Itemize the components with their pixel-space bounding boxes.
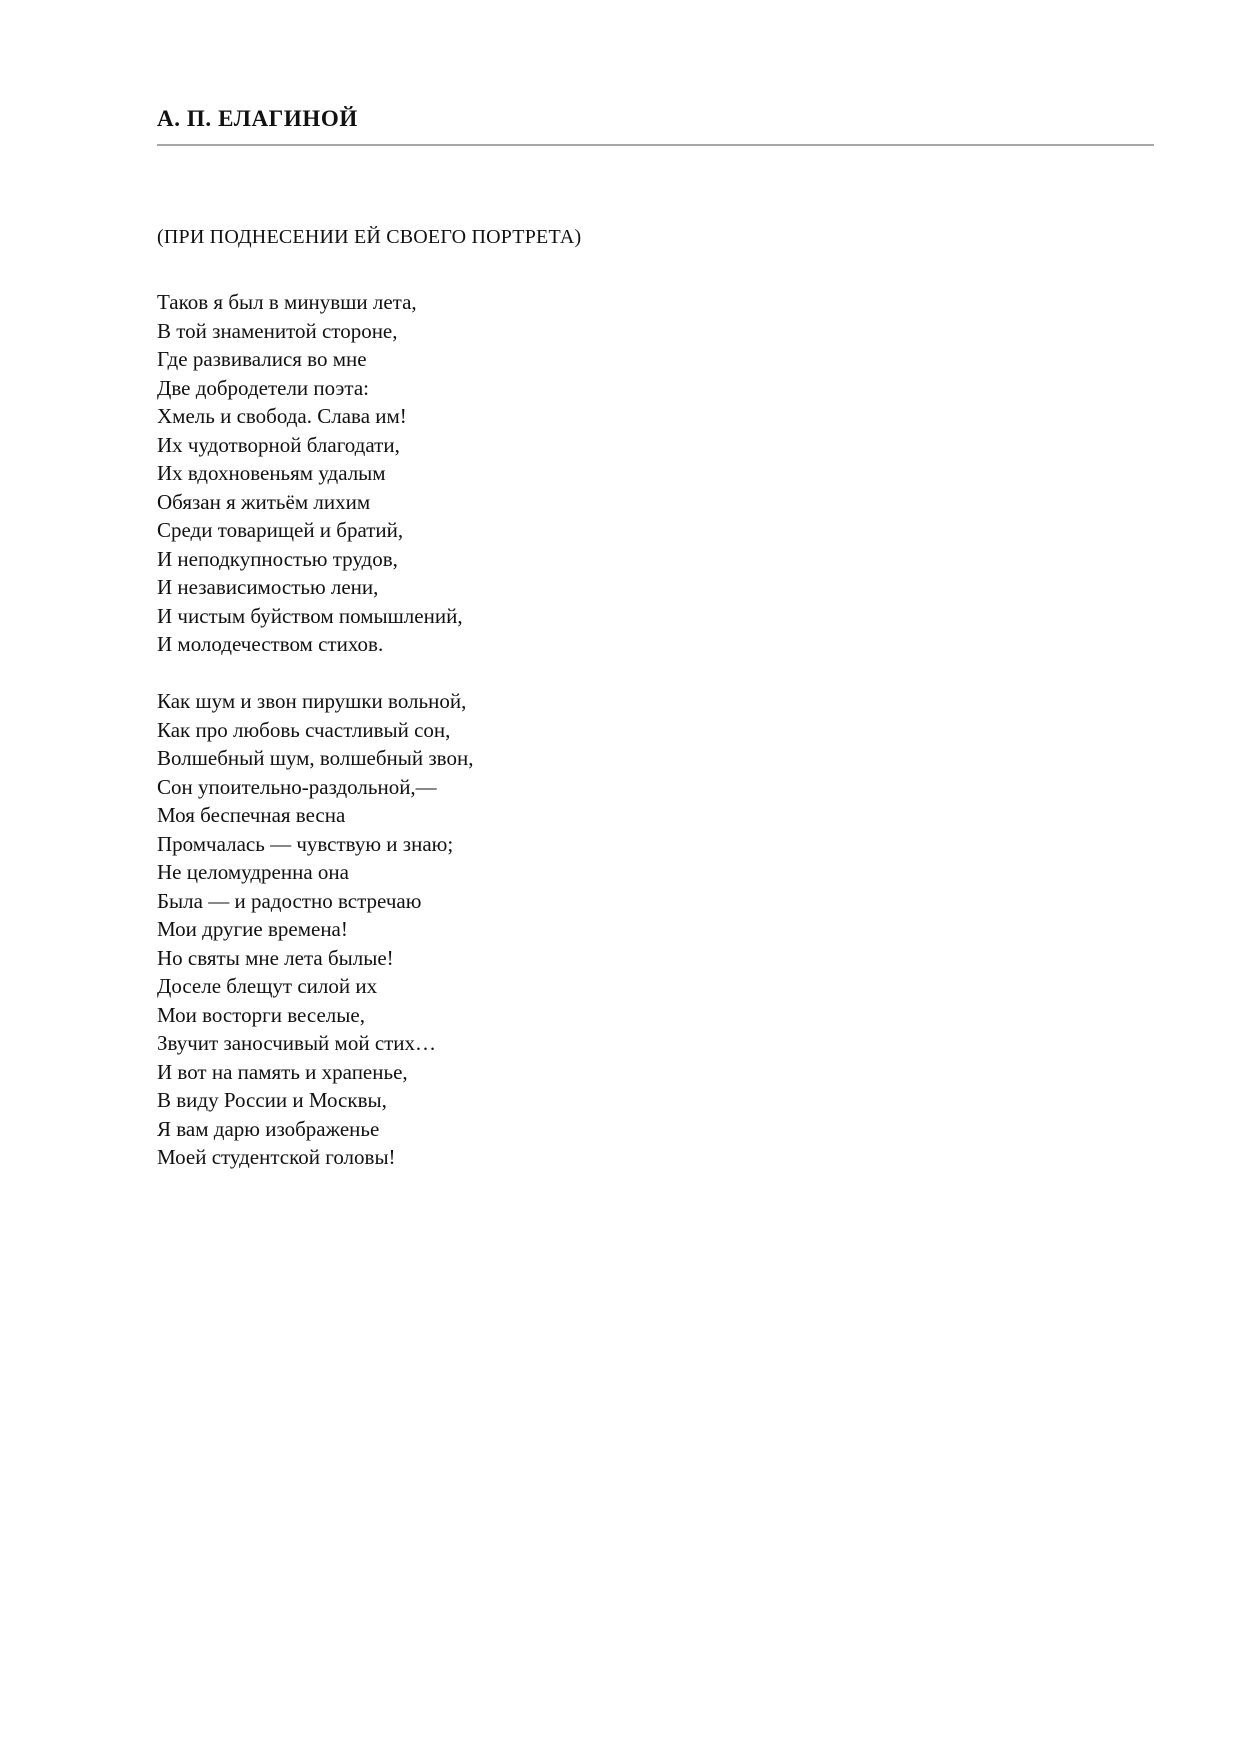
poem-line: И вот на память и храпенье, <box>157 1059 408 1084</box>
poem-line: Мои другие времена! <box>157 917 348 941</box>
poem-line: Хмель и свобода. Слава им! <box>157 404 407 428</box>
poem-line: В той знаменитой стороне, <box>157 318 398 343</box>
poem-line: И молодечеством стихов. <box>157 632 384 656</box>
poem-line: Как шум и звон пирушки вольной, <box>157 689 467 713</box>
poem-line: И неподкупностью трудов, <box>157 546 398 571</box>
poem-line: Мои восторги веселые, <box>157 1002 365 1027</box>
poem-line: Их чудотворной благодати, <box>157 432 400 457</box>
stanza <box>157 687 473 1172</box>
poem-line: Таков я был в минувши лета, <box>157 290 417 314</box>
poem-line: Как про любовь счастливый сон, <box>157 717 451 742</box>
page-title: А. П. ЕЛАГИНОЙ <box>157 106 358 131</box>
poem-line: Среди товарищей и братий, <box>157 518 404 542</box>
poem-body <box>157 288 473 1172</box>
poem-line: Не целомудренна она <box>157 860 349 884</box>
poem-line: Их вдохновеньям удалым <box>157 461 386 485</box>
title-divider-rule <box>157 144 1154 146</box>
poem-line: Доселе блещут силой их <box>157 974 378 998</box>
poem-line: Промчалась — чувствую и знаю; <box>157 831 454 856</box>
poem-line: Была — и радостно встречаю <box>157 888 422 913</box>
poem-line: Я вам дарю изображенье <box>157 1116 380 1141</box>
poem-line: Сон упоительно-раздольной,— <box>157 774 437 799</box>
poem-line: Две добродетели поэта: <box>157 375 370 400</box>
poem-line: Где развивалися во мне <box>157 347 367 371</box>
poem-line: Волшебный шум, волшебный звон, <box>157 746 474 770</box>
poem-line: Моя беспечная весна <box>157 803 346 827</box>
poem-line: Обязан я житьём лихим <box>157 489 371 514</box>
poem-line: И чистым буйством помышлений, <box>157 603 463 628</box>
poem-line: В виду России и Москвы, <box>157 1088 387 1112</box>
poem-line: И независимостью лени, <box>157 575 379 599</box>
poem-line: Моей студентской головы! <box>157 1145 396 1169</box>
poem-line: Но святы мне лета былые! <box>157 945 394 970</box>
poem-line: Звучит заносчивый мой стих… <box>157 1031 437 1055</box>
stanza <box>157 288 473 659</box>
poem-subtitle: (ПРИ ПОДНЕСЕНИИ ЕЙ СВОЕГО ПОРТРЕТА) <box>157 226 582 248</box>
